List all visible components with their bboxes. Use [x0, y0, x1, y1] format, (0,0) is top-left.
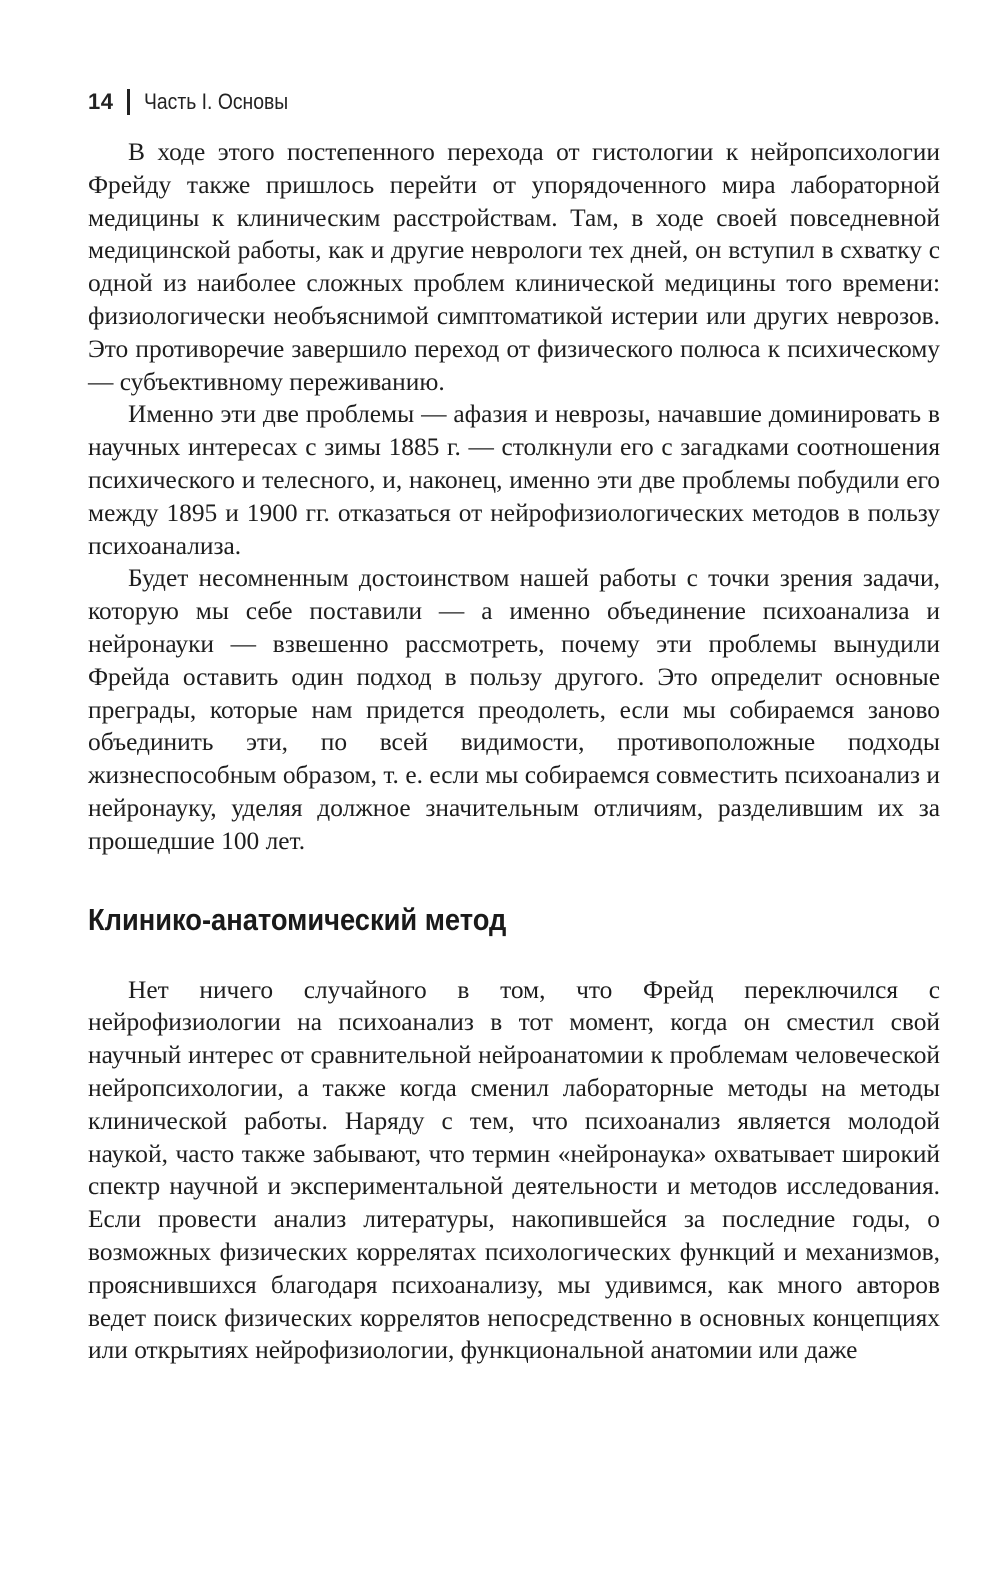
- paragraph-3: Будет несомненным достоинством нашей работы с точки зрения задачи, которую мы себе поставили — а именно объединение психоанализа и нейронауки — взвешенно рассмотреть, почему эти проблемы вынудили Фрейда оставить один подход в пользу другого. Это определит основные преграды, которые нам придется преодолеть, если мы собираемся заново объединить эти, по всей видимости, противоположные подходы жизнеспособным образом, т. е. если мы собираемся совместить психоанализ и нейронауку, уделяя должное значительным отличиям, разделившим их за прошедшие 100 лет.: [88, 564, 940, 855]
- running-head: [88, 80, 940, 124]
- part-title: Часть I. Основы: [144, 89, 289, 114]
- page-number: 14: [88, 89, 114, 114]
- section-heading: Клинико-анатомический метод: [88, 901, 507, 937]
- header-separator: [127, 89, 130, 115]
- paragraph-2: Именно эти две проблемы — афазия и неврозы, начавшие доминировать в научных интересах с зимы 1885 г. — столкнули его с загадками соотношения психического и телесного, и, наконец, именно эти две проблемы побудили его между 1895 и 1900 гг. отказаться от нейрофизиологических методов в пользу психоанализа.: [88, 400, 940, 560]
- book-page: [88, 80, 940, 1540]
- paragraph-1: В ходе этого постепенного перехода от гистологии к нейропсихологии Фрейду также пришлось перейти от упорядоченного мира лабораторной медицины к клиническим расстройствам. Там, в ходе своей повседневной медицинской работы, как и другие неврологи тех дней, он вступил в схватку с одной из наиболее сложных проблем клинической медицины того времени: физиологически необъяснимой симптоматикой истерии или других неврозов. Это противоречие завершило переход от физического полюса к психическому — субъективному переживанию.: [88, 138, 940, 396]
- section-paragraph: Нет ничего случайного в том, что Фрейд переключился с нейрофизиологии на психоанализ в тот момент, когда он сместил свой научный интерес от сравнительной нейроанатомии к проблемам человеческой нейропсихологии, а также когда сменил лабораторные методы на методы клинической работы. Наряду с тем, что психоанализ является молодой наукой, часто также забывают, что термин «нейронаука» охватывает широкий спектр научной и экспериментальной деятельности и методов исследования. Если провести анализ литературы, накопившейся за последние годы, о возможных физических коррелятах психологических функций и механизмов, прояснившихся благодаря психоанализу, мы удивимся, как много авторов ведет поиск физических коррелятов непосредственно в основных концепциях или открытиях нейрофизиологии, функциональной анатомии или даже: [88, 975, 940, 1365]
- body-text: [88, 136, 940, 1367]
